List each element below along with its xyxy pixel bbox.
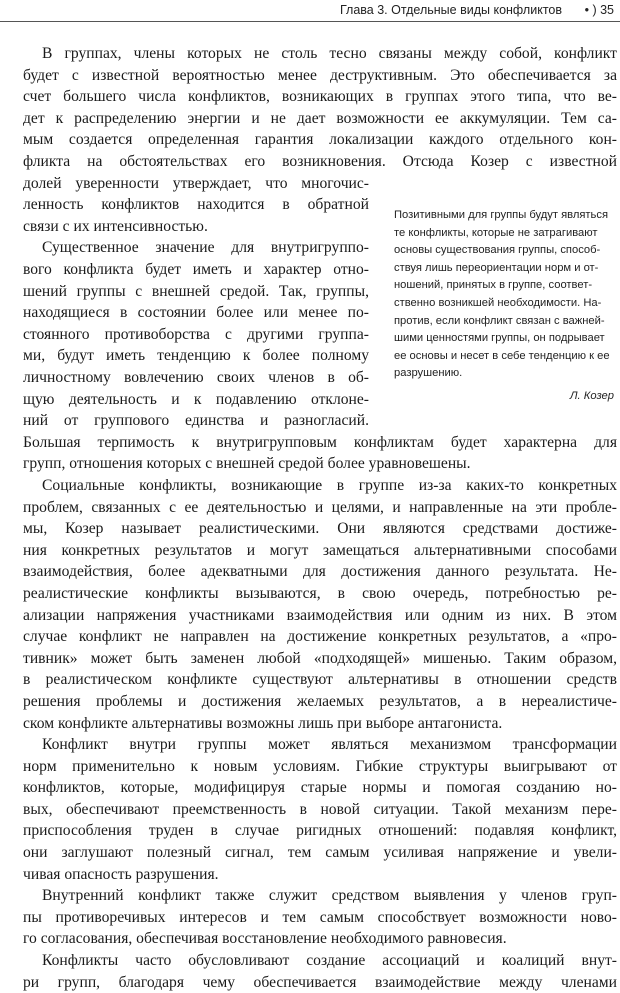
page-number: • ) 35 (584, 3, 614, 17)
text-line: будет с известной вероятностью менее деструктивным. Это обеспечивается за (23, 66, 617, 84)
text-line: норм применительно к новым условиям. Гибкие структуры выигрывают от (23, 757, 617, 775)
text-line: дет к распределению энергии и не дает возможности ее аккумуляции. Тем са- (23, 109, 617, 127)
body-text-narrow (23, 173, 369, 432)
text-line: ний от группового единства и разногласий. (23, 412, 369, 430)
quote-line: ственно возникшей необходимости. На- (394, 296, 602, 309)
text-line: фликта на обстоятельствах его возникновения. Отсюда Козер с известной (23, 152, 617, 170)
text-line: стоянного противоборства с другими группа- (23, 325, 369, 343)
text-line: личностному вовлечению своих членов в об- (23, 368, 369, 386)
text-line: ми, будут иметь тенденцию к более полному (23, 347, 369, 365)
text-line: мым создается определенная гарантия локализации каждого отдельного кон- (23, 131, 617, 149)
text-line: случае конфликт не направлен на достижение конкретных результатов, а «про- (23, 628, 617, 646)
text-line: тивник» может быть заменен любой «подходящей» мишенью. Таким образом, (23, 649, 617, 667)
chapter-title: Глава 3. Отдельные виды конфликтов (339, 3, 562, 17)
quote-line: ствуя лишь переориентации норм и от- (394, 261, 599, 274)
text-line: решения проблемы и достижения желаемых результатов, а в нереалистиче- (23, 692, 617, 710)
text-line: ализации напряжения участниками взаимодействия или одним из них. В этом (23, 606, 617, 624)
text-line: ния конкретных результатов и могут замещаться альтернативными способами (23, 541, 617, 559)
text-line: Внутренний конфликт также служит средством выявления у членов груп- (42, 887, 617, 905)
sidebar-quote (394, 207, 620, 406)
text-line: групп, отношения которых с внешней средой более уравновешены. (23, 455, 471, 473)
text-line: они заглушают полезный сигнал, тем самым усиливая напряжение и увели- (23, 844, 617, 862)
text-line: Социальные конфликты, возникающие в группе из-за каких-то конкретных (42, 476, 617, 494)
text-line: В группах, члены которых не столь тесно связаны между собой, конфликт (42, 45, 617, 62)
text-line: го согласования, обеспечивая восстановление необходимого равновесия. (23, 930, 507, 948)
quote-line: ее основы и несет в себе тенденцию к ее (394, 349, 610, 362)
text-line: в реалистическом конфликте существуют альтернативы в отношении средств (23, 671, 617, 689)
header-rule (0, 21, 620, 22)
text-line: щую деятельность и к подавлению отклоне- (23, 390, 369, 408)
text-line: находящиеся в состоянии более или менее по- (23, 304, 369, 322)
text-line: вого конфликта будет иметь и характер отно- (23, 260, 369, 278)
text-line: реалистические конфликты вызываются, в свою очередь, потребностью ре- (23, 584, 617, 602)
quote-line: основы существования группы, способ- (394, 244, 601, 257)
quote-line: ношений, принятых в группе, соответ- (394, 279, 593, 292)
text-line: чивая опасность разрушения. (23, 865, 219, 883)
quote-author: Л. Козер (569, 389, 614, 402)
running-header (0, 0, 620, 22)
text-line: Конфликты часто обусловливают создание ассоциаций и коалиций внут- (42, 952, 617, 970)
text-line: связи с их интенсивностью. (23, 217, 208, 235)
text-line: проблем, связанных с ее деятельностью и целями, и направленные на эти пробле- (23, 498, 617, 516)
text-line: конфликтов, которые, модифицируя старые нормы и помогая созданию но- (23, 779, 617, 797)
text-line: пы противоречивых интересов и тем самым способствует возможности ново- (23, 908, 617, 926)
quote-line: против, если конфликт связан с важней- (394, 314, 605, 327)
quote-line: Позитивными для группы будут являться (394, 209, 609, 221)
quote-line: те конфликты, которые не затрагивают (394, 226, 598, 239)
quote-line: разрушению. (394, 367, 463, 380)
quote-line: шими ценностями группы, он подрывает (394, 332, 605, 345)
text-line: взаимодействия, более адекватными для достижения данного результата. Не- (23, 563, 617, 581)
body-text-top (23, 43, 617, 173)
body-text-bottom (23, 432, 617, 993)
text-line: приспособления труден в случае ригидных отношений: подавляя конфликт, (23, 822, 617, 840)
text-line: ском конфликте альтернативы возможны лишь при выборе антагониста. (23, 714, 503, 732)
text-line: шений группы с внешней средой. Так, группы, (23, 282, 369, 300)
text-line: Существенное значение для внутригруппо- (42, 239, 369, 257)
text-line: ри групп, благодаря чему обеспечивается взаимодействие между членами (23, 973, 617, 991)
text-line: Большая терпимость к внутригрупповым конфликтам будет характерна для (23, 433, 617, 451)
text-line: мы, Козер называет реалистическими. Они являются средствами достиже- (23, 520, 617, 538)
text-line: долей уверенности утверждает, что многочис- (23, 174, 369, 192)
text-line: вых, обеспечивают преемственность в новой ситуации. Такой механизм пере- (23, 800, 617, 818)
text-line: Конфликт внутри группы может являться механизмом трансформации (42, 736, 617, 754)
text-line: ленность конфликтов находится в обратной (23, 196, 369, 214)
text-line: счет большего числа конфликтов, возникающих в группах этого типа, что ве- (23, 88, 617, 106)
